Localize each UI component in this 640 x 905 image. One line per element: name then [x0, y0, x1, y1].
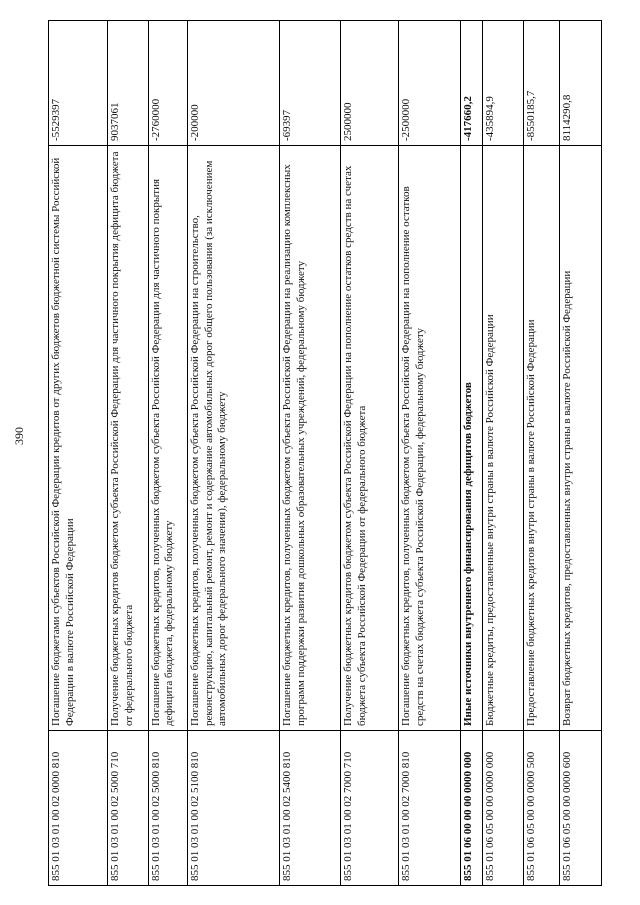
description-cell: Погашение бюджетных кредитов, полученных бюджетом субъекта Российской Федерации для частичного покрытия дефицита бюджета, федеральному бюджету — [148, 146, 187, 731]
table-row — [482, 21, 524, 886]
budget-code-cell: 855 01 03 01 00 02 5400 810 — [280, 731, 341, 886]
amount-cell: -5529397 — [49, 21, 108, 146]
description-cell: Получение бюджетных кредитов бюджетом субъекта Российской Федерации на пополнение остатков средств на счетах бюджета субъекта Российской Федерации от федерального бюджета — [341, 146, 399, 731]
table-row — [108, 21, 149, 886]
amount-cell: -69397 — [280, 21, 341, 146]
description-cell: Погашение бюджетами субъектов Российской Федерации кредитов от других бюджетов бюджетной системы Российской Федерации в валюте Российской Федерации — [49, 146, 108, 731]
table-row — [49, 21, 108, 886]
description-cell: Получение бюджетных кредитов бюджетом субъекта Российской Федерации для частичного покрытия дефицита бюджета от федерального бюджета — [108, 146, 149, 731]
amount-cell: -435894,9 — [482, 21, 524, 146]
table-row — [280, 21, 341, 886]
amount-cell: -2500000 — [399, 21, 460, 146]
budget-code-cell: 855 01 06 05 00 00 0000 000 — [482, 731, 524, 886]
description-cell: Иные источники внутреннего финансирования дефицитов бюджетов — [460, 146, 482, 731]
budget-code-cell: 855 01 03 01 00 02 5100 810 — [188, 731, 280, 886]
description-cell: Бюджетные кредиты, предоставленные внутри страны в валюте Российской Федерации — [482, 146, 524, 731]
description-cell: Погашение бюджетных кредитов, полученных бюджетом субъекта Российской Федерации на строительство, реконструкцию, капитальный ремонт, ремонт и содержание автомобильных дорог общего пользования (за исключением автомобильных дорог федерального значения), федеральному бюджету — [188, 146, 280, 731]
budget-code-cell: 855 01 06 00 00 00 0000 000 — [460, 731, 482, 886]
description-cell: Предоставление бюджетных кредитов внутри страны в валюте Российской Федерации — [524, 146, 560, 731]
budget-code-cell: 855 01 03 01 00 02 7000 710 — [341, 731, 399, 886]
amount-cell: -8550185,7 — [524, 21, 560, 146]
budget-code-cell: 855 01 03 01 00 02 7000 810 — [399, 731, 460, 886]
description-cell: Погашение бюджетных кредитов, полученных бюджетом субъекта Российской Федерации на пополнение остатков средств на счетах бюджета субъекта Российской Федерации, федеральному бюджету — [399, 146, 460, 731]
budget-table-container — [48, 21, 602, 886]
table-row — [341, 21, 399, 886]
table-row — [524, 21, 560, 886]
description-cell: Погашение бюджетных кредитов, полученных бюджетом субъекта Российской Федерации на реализацию комплексных программ поддержки развития дошкольных образовательных учреждений, федеральному бюджету — [280, 146, 341, 731]
amount-cell: -200000 — [188, 21, 280, 146]
amount-cell: -2760000 — [148, 21, 187, 146]
table-row — [399, 21, 460, 886]
budget-code-cell: 855 01 06 05 00 00 0000 600 — [560, 731, 602, 886]
budget-code-cell: 855 01 03 01 00 02 5000 710 — [108, 731, 149, 886]
table-row — [460, 21, 482, 886]
table-row — [560, 21, 602, 886]
amount-cell: 8114290,8 — [560, 21, 602, 146]
budget-code-cell: 855 01 03 01 00 02 0000 810 — [49, 731, 108, 886]
amount-cell: 9037061 — [108, 21, 149, 146]
amount-cell: -417660,2 — [460, 21, 482, 146]
table-row — [148, 21, 187, 886]
amount-cell: 2500000 — [341, 21, 399, 146]
budget-code-cell: 855 01 03 01 00 02 5000 810 — [148, 731, 187, 886]
budget-sources-table — [48, 20, 602, 886]
budget-code-cell: 855 01 06 05 00 00 0000 500 — [524, 731, 560, 886]
page-number: 390 — [12, 427, 26, 445]
description-cell: Возврат бюджетных кредитов, предоставленных внутри страны в валюте Российской Федерации — [560, 146, 602, 731]
table-row — [188, 21, 280, 886]
